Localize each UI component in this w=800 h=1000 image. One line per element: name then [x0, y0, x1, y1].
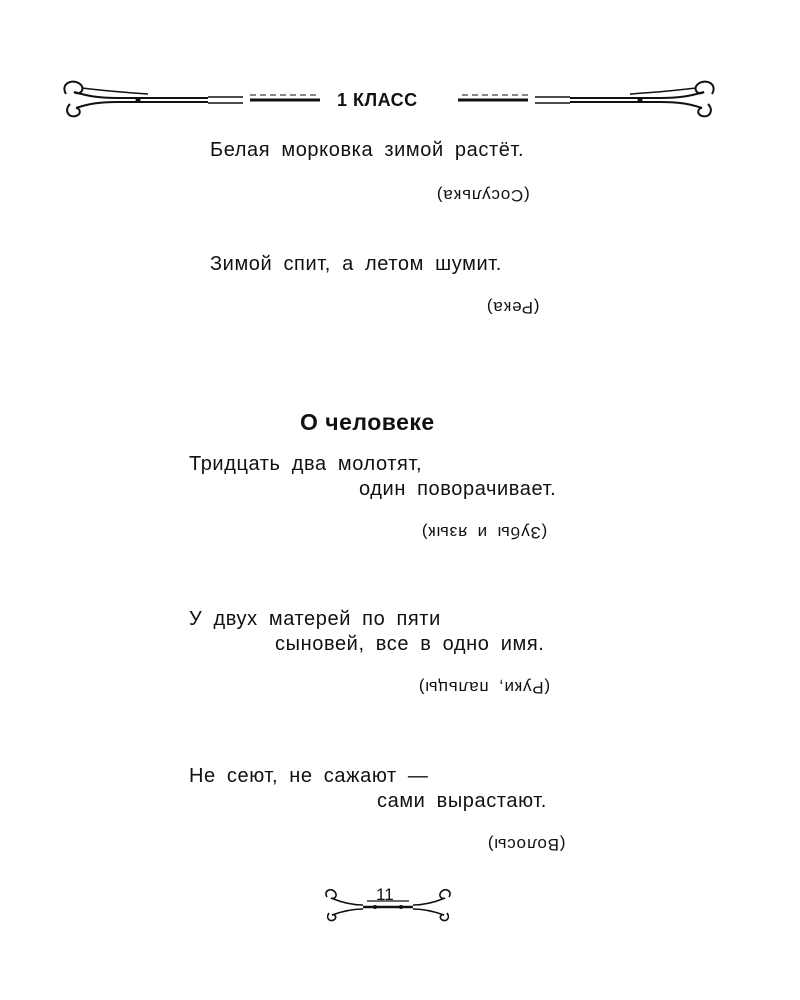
riddle-3-answer: (Зубы и язык) — [421, 523, 548, 542]
riddle-5-line-2: сами вырастают. — [377, 790, 547, 812]
section-title: О человеке — [300, 409, 435, 435]
riddle-1-answer: (Сосулька) — [436, 186, 530, 205]
riddle-3-line-1: Тридцать два молотят, — [189, 453, 423, 475]
riddle-5-line-1: Не сеют, не сажают — — [189, 765, 429, 787]
riddle-5-answer: (Волосы) — [487, 835, 566, 854]
header-ornament-right — [450, 74, 720, 124]
riddle-4-line-1: У двух матерей по пяти — [189, 608, 441, 630]
riddle-4-answer: (Руки, пальцы) — [418, 678, 551, 697]
riddle-3-line-2: один поворачивает. — [359, 478, 557, 500]
riddle-2-answer: (Река) — [486, 298, 540, 317]
riddle-2-line-1: Зимой спит, а летом шумит. — [210, 253, 502, 275]
page-number: 11 — [376, 885, 394, 904]
riddle-1-line-1: Белая морковка зимой растёт. — [210, 139, 525, 161]
page-header-title: 1 КЛАСС — [337, 90, 418, 110]
header-ornament-left — [58, 74, 328, 124]
riddle-4-line-2: сыновей, все в одно имя. — [275, 633, 545, 655]
